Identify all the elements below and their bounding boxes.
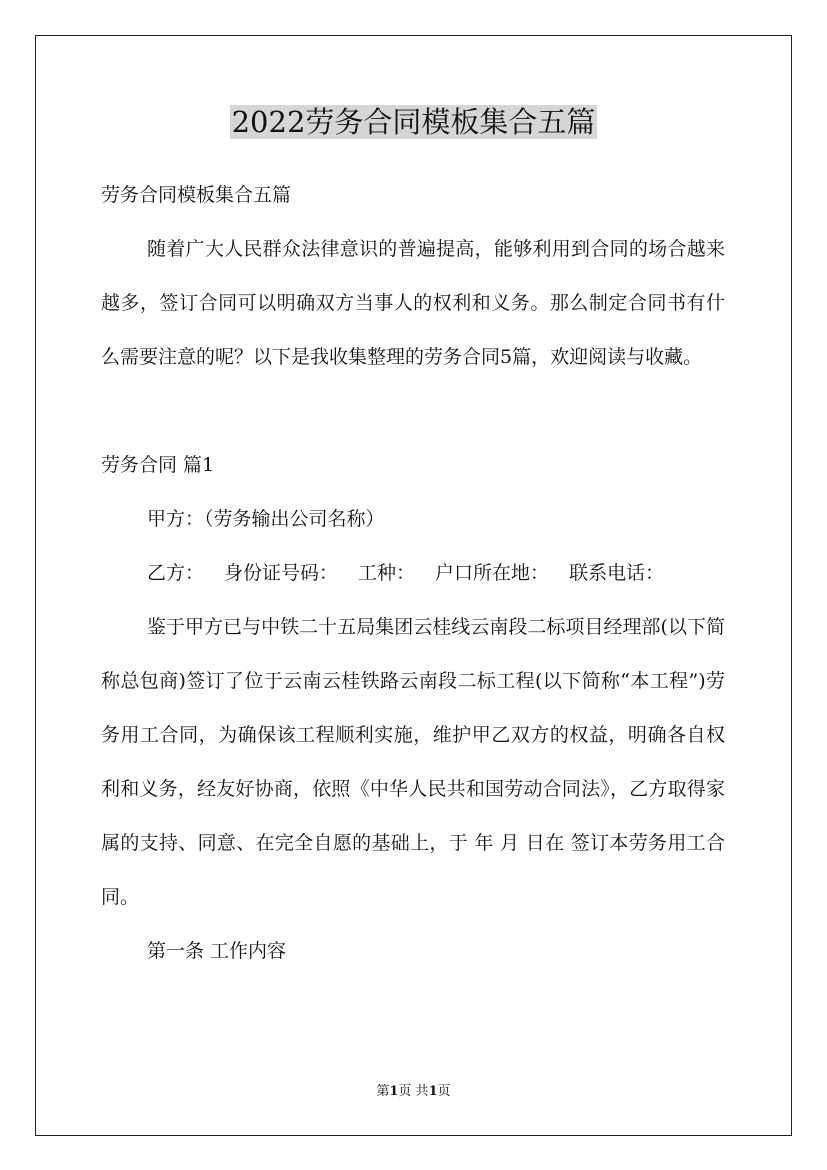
page-middle: 页 共 — [398, 1084, 429, 1099]
page-total: 1 — [428, 1084, 438, 1099]
party-b-label: 乙方： — [147, 562, 205, 584]
page-suffix: 页 — [437, 1084, 451, 1099]
phone-label: 联系电话： — [569, 562, 665, 584]
residence-label: 户口所在地： — [435, 562, 550, 584]
page-footer — [0, 1083, 827, 1101]
page-prefix: 第 — [376, 1084, 390, 1099]
page-current: 1 — [389, 1084, 399, 1099]
id-number-label: 身份证号码： — [224, 562, 339, 584]
document-title-text: 2022劳务合同模板集合五篇 — [231, 105, 596, 139]
party-a-line: 甲方：（劳务输出公司名称） — [147, 508, 385, 530]
section-heading: 劳务合同 篇1 — [101, 454, 215, 476]
intro-paragraph: 随着广大人民群众法律意识的普遍提高，能够利用到合同的场合越来越多，签订合同可以明确双方当事人的权利和义务。那么制定合同书有什么需要注意的呢？以下是我收集整理的劳务合同5篇，欢迎阅读与收藏。 — [101, 238, 725, 368]
job-type-label: 工种： — [358, 562, 416, 584]
document-title — [0, 100, 827, 144]
party-b-line — [101, 546, 725, 600]
agreement-paragraph: 鉴于甲方已与中铁二十五局集团云桂线云南段二标项目经理部(以下简称总包商)签订了位于云南云桂铁路云南段二标工程(以下简称“本工程”)劳务用工合同，为确保该工程顺利实施，维护甲乙双方的权益，明确各自权利和义务，经友好协商，依照《中华人民共和国劳动合同法》，乙方取得家属的支持、同意、在完全自愿的基础上，于 年 月 日在 签订本劳务用工合同。 — [101, 616, 725, 908]
document-subtitle: 劳务合同模板集合五篇 — [101, 184, 292, 206]
blank-line — [101, 384, 725, 438]
article-one-heading: 第一条 工作内容 — [147, 940, 287, 962]
document-body — [101, 168, 725, 978]
